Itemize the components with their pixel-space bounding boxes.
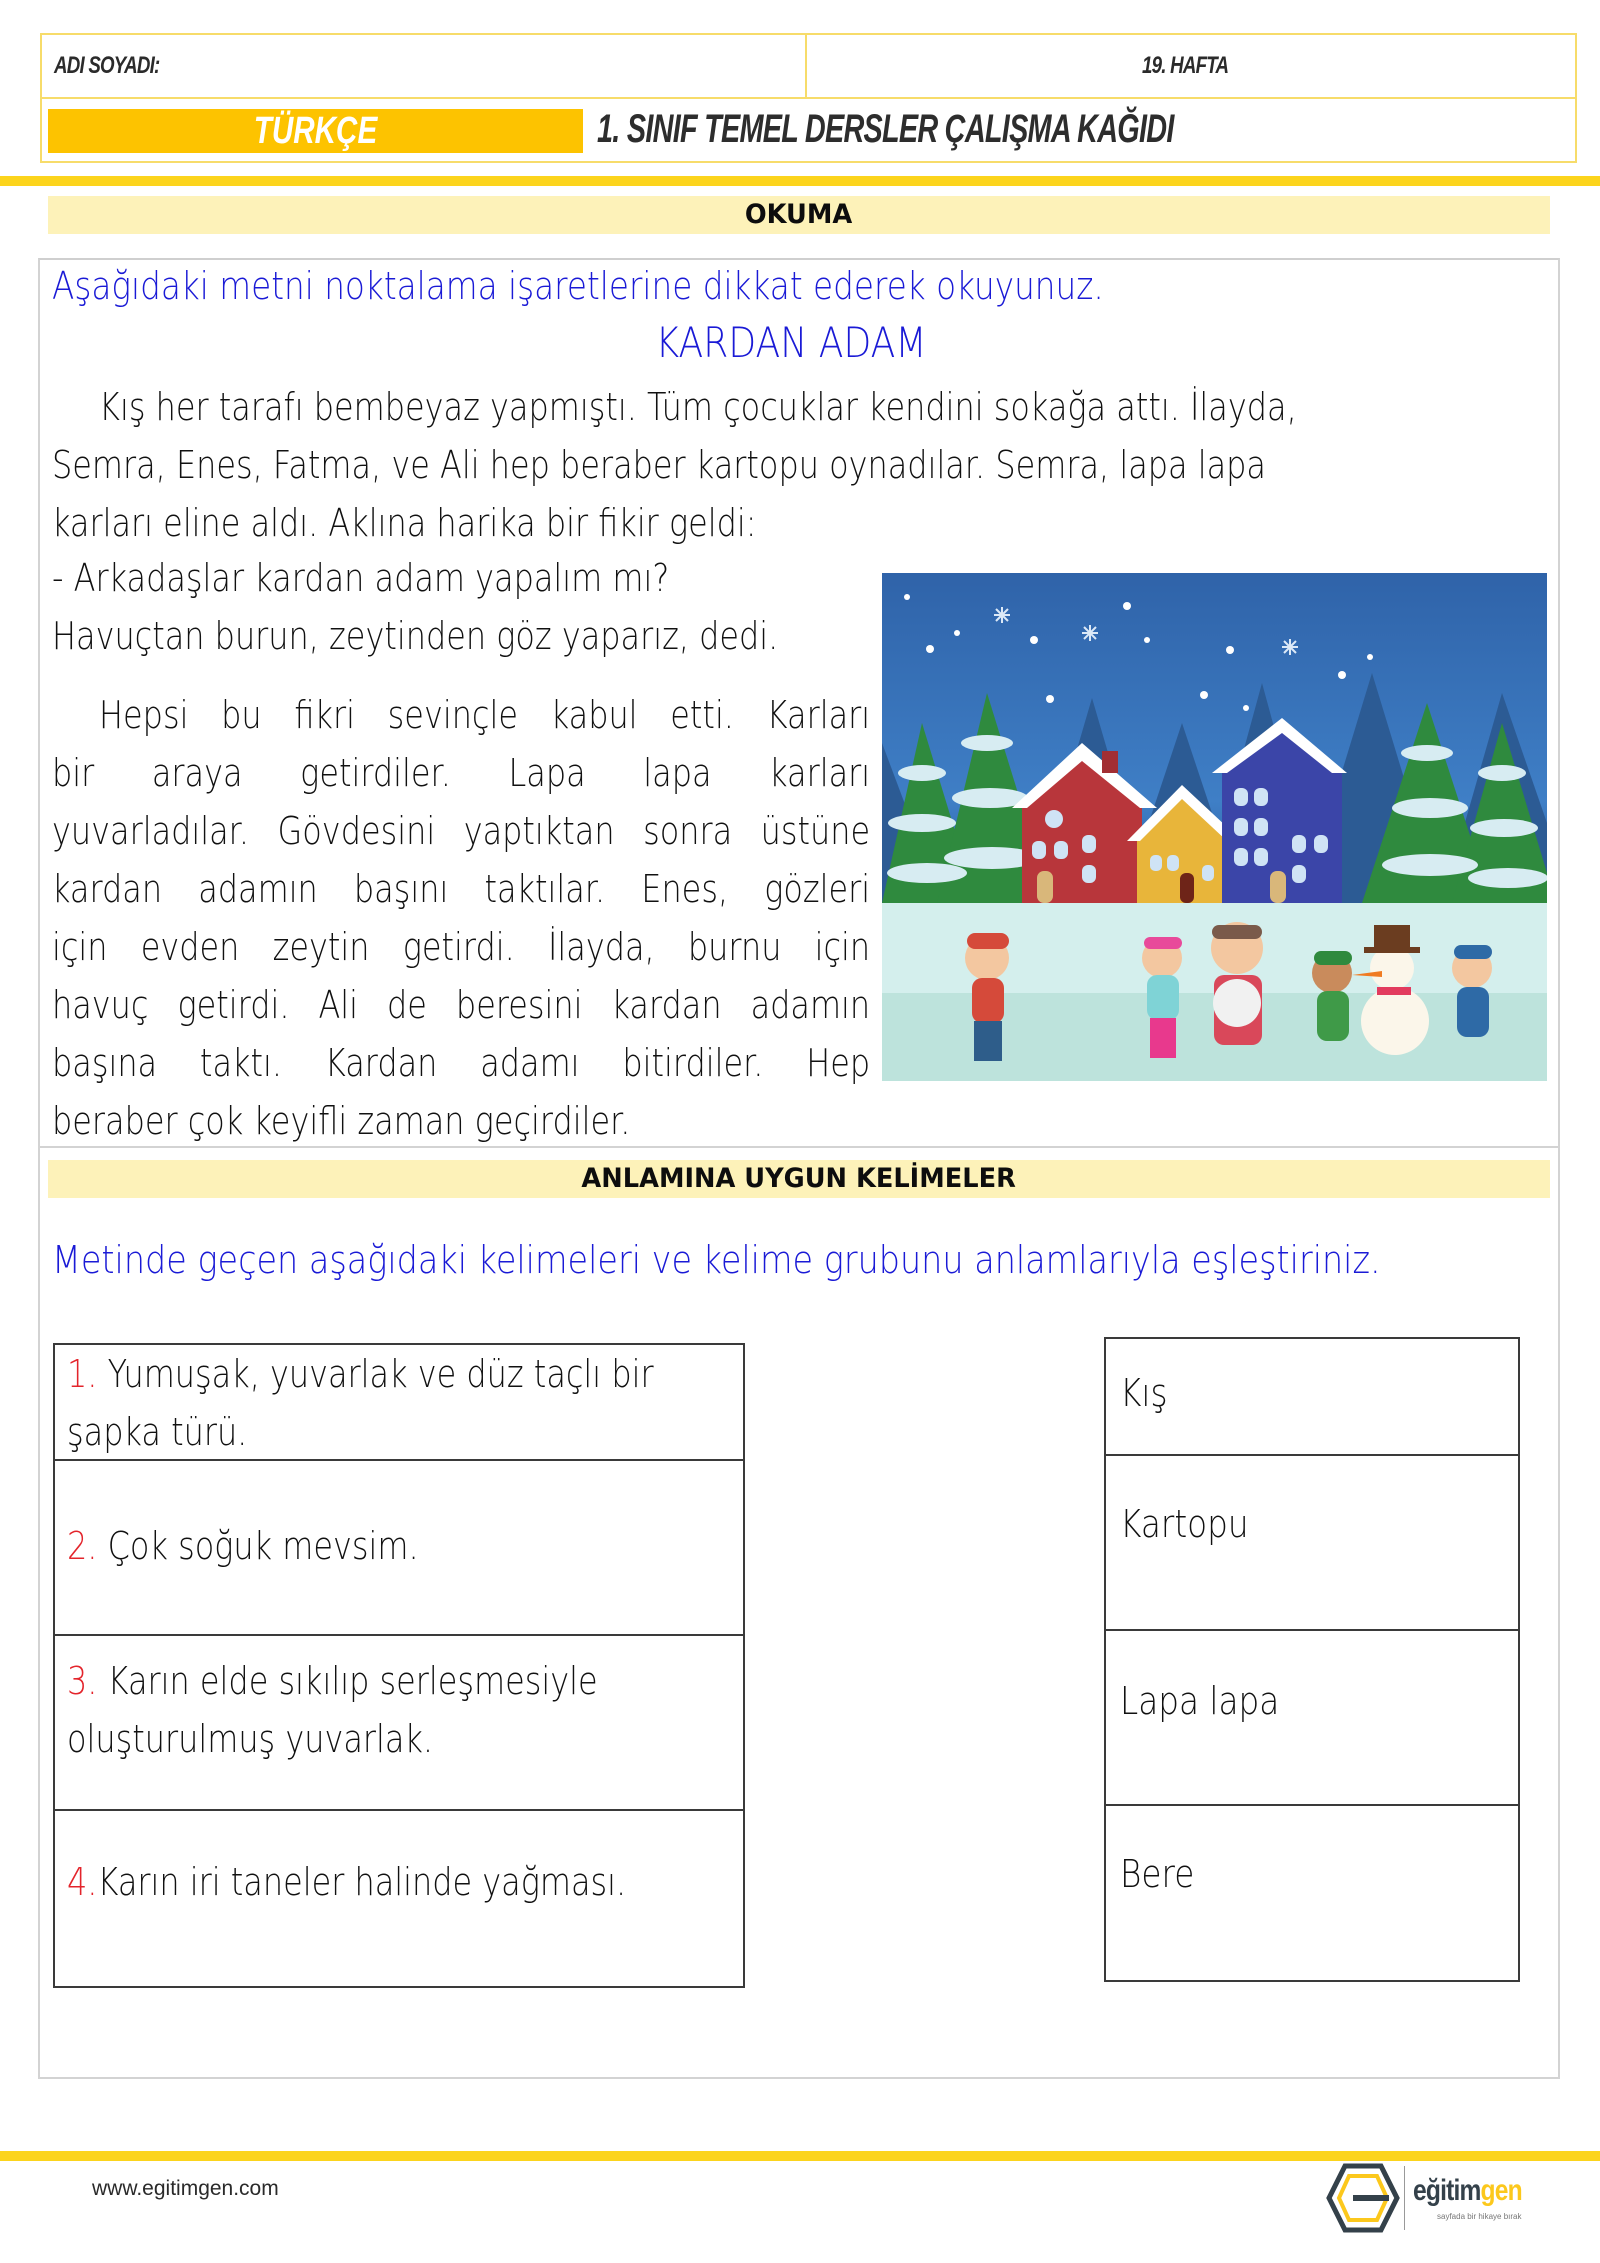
matching-instruction: Metinde geçen aşağıdaki kelimeleri ve kelime grubunu anlamlarıyla eşleştiriniz. [52, 1238, 1381, 1282]
term-row-1[interactable] [1106, 1339, 1518, 1456]
story-paragraph-1 [52, 378, 1452, 552]
definition-text: 2. Çok soğuk mevsim. [67, 1524, 419, 1568]
definition-text: 4.Karın iri taneler halinde yağması. [67, 1860, 627, 1904]
winter-village-illustration [882, 573, 1547, 1081]
definition-number: 4. [67, 1860, 98, 1904]
week-label: 19. HAFTA [1142, 52, 1229, 79]
term-row-4[interactable] [1106, 1806, 1518, 1980]
story-line: kardan adamın başını taktılar. Enes, gözleri [52, 867, 871, 911]
definition-row-4[interactable] [55, 1811, 743, 1986]
definition-text: şapka türü. [67, 1410, 248, 1454]
term-text: Bere [1120, 1852, 1195, 1896]
definition-number: 3. [67, 1659, 98, 1703]
name-field[interactable] [42, 35, 807, 97]
section-header-reading [48, 196, 1550, 234]
definition-row-2[interactable] [55, 1461, 743, 1636]
story-line: Semra, Enes, Fatma, ve Ali hep beraber kartopu oynadılar. Semra, lapa lapa [52, 443, 1266, 487]
story-line: başına taktı. Kardan adamı bitirdiler. Hep [52, 1041, 871, 1085]
reading-instruction: Aşağıdaki metni noktalama işaretlerine dikkat ederek okuyunuz. [52, 264, 1104, 308]
definition-number: 2. [67, 1524, 98, 1568]
story-line: havuç getirdi. Ali de beresini kardan adamın [52, 983, 871, 1027]
term-text: Kış [1120, 1371, 1168, 1415]
story-line: karları eline aldı. Aklına harika bir fikir geldi: [52, 501, 757, 545]
section-title: OKUMA [745, 199, 853, 230]
top-divider [0, 176, 1600, 186]
story-paragraph-2 [52, 686, 872, 1150]
subject-label: TÜRKÇE [253, 110, 378, 152]
section-title: ANLAMINA UYGUN KELİMELER [581, 1163, 1017, 1194]
definition-number: 1. [67, 1352, 98, 1396]
worksheet-header [40, 33, 1577, 163]
section-header-words [48, 1160, 1550, 1198]
hexagon-e-logo-icon [1325, 2162, 1401, 2234]
story-line: Hepsi bu fikri sevinçle kabul etti. Karları [99, 693, 871, 737]
definition-text: 3. Karın elde sıkılıp serleşmesiyle [67, 1659, 598, 1703]
name-label: ADI SOYADI: [54, 52, 160, 79]
story-title: KARDAN ADAM [655, 318, 927, 367]
story-line: Kış her tarafı bembeyaz yapmıştı. Tüm çocuklar kendini sokağa attı. İlayda, [99, 385, 1297, 429]
subject-badge [48, 109, 583, 153]
dialog-line: - Arkadaşlar kardan adam yapalım mı? [52, 556, 670, 600]
snow-scene-icon [882, 573, 1547, 1081]
term-text: Kartopu [1120, 1502, 1249, 1546]
definition-row-3[interactable] [55, 1636, 743, 1811]
definition-text: 1. Yumuşak, yuvarlak ve düz taçlı bir [67, 1352, 654, 1396]
egitimgen-logo[interactable] [1325, 2162, 1535, 2234]
term-row-2[interactable] [1106, 1456, 1518, 1631]
logo-divider [1404, 2166, 1405, 2230]
worksheet-title: 1. SINIF TEMEL DERSLER ÇALIŞMA KAĞIDI [597, 107, 1174, 151]
header-row-info [42, 35, 1575, 99]
definition-text: oluşturulmuş yuvarlak. [67, 1717, 434, 1761]
term-text: Lapa lapa [1120, 1679, 1280, 1723]
term-row-3[interactable] [1106, 1631, 1518, 1806]
terms-table [1104, 1337, 1520, 1982]
definition-row-1[interactable] [55, 1345, 743, 1461]
logo-wordmark: eğitimgen [1413, 2174, 1522, 2207]
bottom-divider [0, 2151, 1600, 2161]
story-line: beraber çok keyifli zaman geçirdiler. [52, 1099, 631, 1143]
story-line: bir araya getirdiler. Lapa lapa karları [52, 751, 871, 795]
dialog-line: Havuçtan burun, zeytinden göz yaparız, dedi. [52, 614, 779, 658]
story-line: için evden zeytin getirdi. İlayda, burnu için [52, 925, 871, 969]
definitions-table [53, 1343, 745, 1988]
website-link[interactable]: www.egitimgen.com [92, 2177, 279, 2200]
logo-tagline: sayfada bir hikaye bırak [1437, 2212, 1522, 2221]
story-line: yuvarladılar. Gövdesini yaptıktan sonra üstüne [52, 809, 871, 853]
